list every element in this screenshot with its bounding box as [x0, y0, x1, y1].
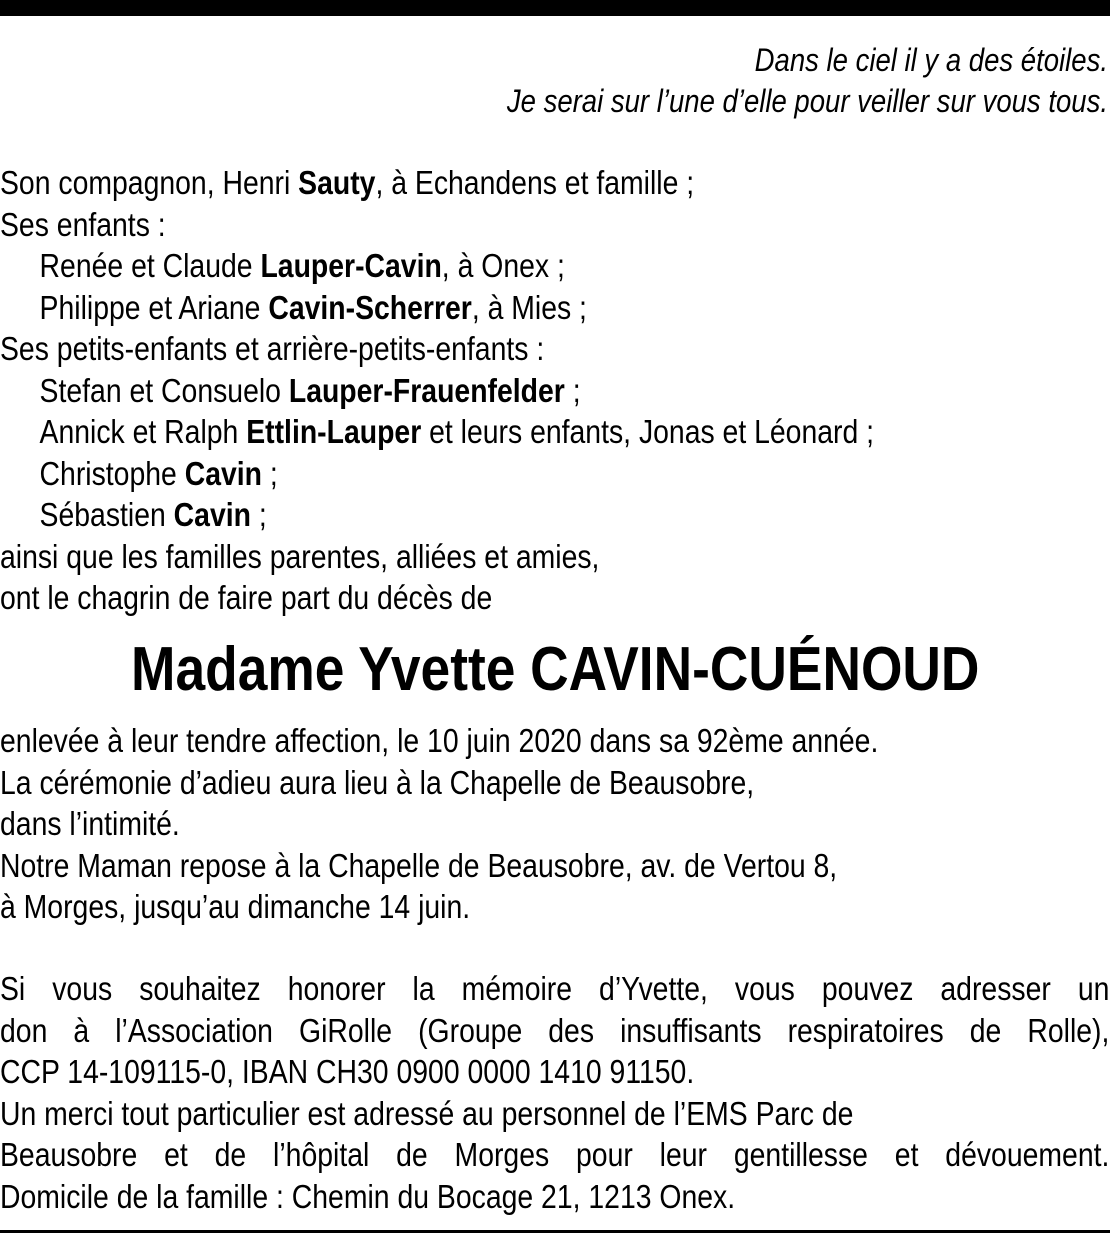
grandchild-line [0, 453, 874, 495]
tribute-line: don à l’Association GiRolle (Groupe des insuffisants respiratoires de Rolle), [0, 1011, 1110, 1049]
child-surname: Lauper-Cavin [260, 247, 442, 284]
grandchild-suffix: ; [564, 371, 581, 409]
child-surname: Cavin-Scherrer [268, 288, 472, 326]
details-line: enlevée à leur tendre affection, le 10 juin 2020 dans sa 92ème année. [0, 722, 879, 759]
grandchild-line [0, 494, 874, 536]
companion-suffix: , à Echandens et famille ; [375, 164, 695, 201]
companion-surname: Sauty [298, 164, 376, 201]
tribute-line: CCP 14-109115-0, IBAN CH30 0900 0000 1410 91150. [0, 1053, 695, 1090]
grandchild-line [0, 411, 874, 453]
companion-line [0, 162, 874, 204]
grandchild-surname: Ettlin-Lauper [246, 413, 422, 450]
tribute-line: Si vous souhaitez honorer la mémoire d’Yvette, vous pouvez adresser un [0, 970, 1110, 1007]
epigraph-line: Je serai sur l’une d’elle pour veiller sur vous tous. [506, 83, 1108, 119]
details-line: La cérémonie d’adieu aura lieu à la Chapelle de Beausobre, [0, 763, 755, 801]
grandchild-surname: Cavin [173, 496, 251, 533]
grandchild-suffix: ; [261, 454, 278, 492]
grandchild-prefix: Sébastien [39, 496, 174, 533]
deceased-name-text: Madame Yvette CAVIN-CUÉNOUD [130, 635, 980, 704]
tribute-line: Beausobre et de l’hôpital de Morges pour leur gentillesse et dévouement. [0, 1136, 1110, 1173]
details-line: dans l’intimité. [0, 805, 180, 842]
grandchild-suffix: et leurs enfants, Jonas et Léonard ; [421, 413, 875, 450]
grandchild-prefix: Annick et Ralph [39, 413, 247, 450]
grandchild-line [0, 370, 874, 412]
epigraph [507, 40, 1108, 122]
top-rule [0, 0, 1110, 16]
child-suffix: , à Onex ; [441, 247, 565, 284]
closing-line: ainsi que les familles parentes, alliées et amies, [0, 537, 600, 575]
tribute-line: Un merci tout particulier est adressé au personnel de l’EMS Parc de [0, 1094, 854, 1132]
grandchild-prefix: Christophe [39, 454, 185, 492]
child-line [0, 245, 874, 287]
grandchild-surname: Lauper-Frauenfelder [288, 371, 565, 409]
companion-prefix: Son compagnon, Henri [0, 164, 299, 201]
grandchild-prefix: Stefan et Consuelo [39, 371, 289, 409]
children-heading: Ses enfants : [0, 205, 166, 243]
tribute-paragraph [0, 968, 1109, 1217]
details-line: Notre Maman repose à la Chapelle de Beausobre, av. de Vertou 8, [0, 846, 838, 884]
tribute-line: Domicile de la famille : Chemin du Bocage 21, 1213 Onex. [0, 1177, 736, 1215]
closing-line: ont le chagrin de faire part du décès de [0, 579, 493, 616]
details-line: à Morges, jusqu’au dimanche 14 juin. [0, 888, 471, 925]
deceased-name [0, 632, 1110, 708]
ceremony-details [0, 720, 878, 928]
child-prefix: Philippe et Ariane [39, 288, 269, 326]
grandchildren-heading: Ses petits-enfants et arrière-petits-enfants : [0, 330, 545, 367]
family-list [0, 162, 874, 619]
child-prefix: Renée et Claude [39, 247, 261, 284]
bottom-rule [0, 1230, 1110, 1233]
child-line [0, 287, 874, 329]
grandchild-suffix: ; [250, 496, 267, 533]
epigraph-line: Dans le ciel il y a des étoiles. [754, 42, 1108, 78]
grandchild-surname: Cavin [184, 454, 262, 492]
child-suffix: , à Mies ; [471, 288, 587, 326]
